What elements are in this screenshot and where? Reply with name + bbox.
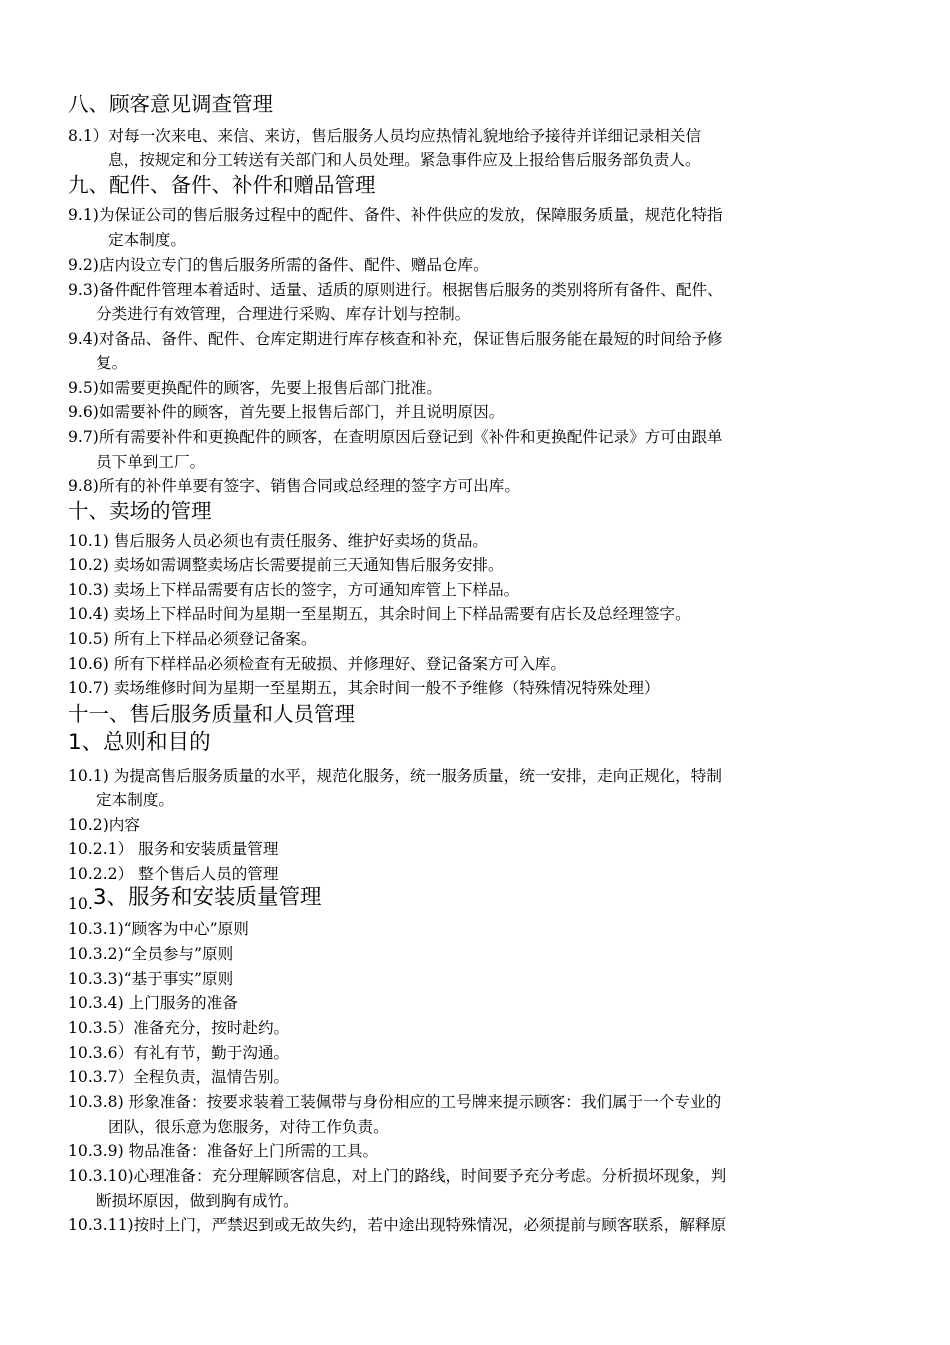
item-9-4: 9.4)对备品、备件、配件、仓库定期进行库存核查和补充，保证售后服务能在最短的时间给予修 [68, 330, 723, 348]
item-11-3-3: 10.3.3)“基于事实”原则 [68, 970, 234, 988]
item-9-7: 9.7)所有需要补件和更换配件的顾客，在查明原因后登记到《补件和更换配件记录》方可由跟单 [68, 428, 723, 446]
item-9-1-cont: 定本制度。 [108, 231, 186, 249]
item-11-1: 10.1) 为提高售后服务质量的水平，规范化服务，统一服务质量，统一安排，走向正规化，特制 [68, 767, 722, 785]
item-11-3-9: 10.3.9) 物品准备：准备好上门所需的工具。 [68, 1142, 379, 1160]
item-11-2-2: 10.2.2） 整个售后人员的管理 [68, 865, 279, 883]
section-10-heading: 十、卖场的管理 [68, 499, 212, 523]
item-11-3-11: 10.3.11)按时上门，严禁迟到或无故失约，若中途出现特殊情况，必须提前与顾客联系，解释原 [68, 1216, 727, 1234]
subsection-3-prefix: 10. [68, 895, 93, 913]
item-10-2: 10.2) 卖场如需调整卖场店长需要提前三天通知售后服务安排。 [68, 556, 504, 574]
item-11-2: 10.2)内容 [68, 816, 140, 834]
item-11-3-8: 10.3.8) 形象准备：按要求装着工装佩带与身份相应的工号牌来提示顾客：我们属于一个专业的 [68, 1093, 722, 1111]
item-9-3: 9.3)备件配件管理本着适时、适量、适质的原则进行。根据售后服务的类别将所有备件、配件、 [68, 281, 723, 299]
subsection-3-title: 3、服务和安装质量管理 [92, 885, 322, 910]
item-11-3-1: 10.3.1)“顾客为中心”原则 [68, 920, 249, 938]
item-11-3-4: 10.3.4) 上门服务的准备 [68, 994, 238, 1012]
item-10-1: 10.1) 售后服务人员必须也有责任服务、维护好卖场的货品。 [68, 532, 489, 550]
item-9-4-cont: 复。 [96, 354, 128, 372]
item-11-3-6: 10.3.6）有礼有节，勤于沟通。 [68, 1044, 290, 1062]
item-10-4: 10.4) 卖场上下样品时间为星期一至星期五，其余时间上下样品需要有店长及总经理签字。 [68, 605, 691, 623]
section-9-heading: 九、配件、备件、补件和赠品管理 [68, 173, 376, 197]
item-11-3-10: 10.3.10)心理准备：充分理解顾客信息，对上门的路线，时间要予充分考虑。分析损坏现象，判 [68, 1167, 727, 1185]
item-11-3-2: 10.3.2)“全员参与”原则 [68, 945, 234, 963]
item-9-5: 9.5)如需要更换配件的顾客，先要上报售后部门批准。 [68, 379, 442, 397]
section-11-heading: 十一、售后服务质量和人员管理 [68, 702, 355, 726]
item-10-6: 10.6) 所有下样样品必须检查有无破损、并修理好、登记备案方可入库。 [68, 655, 566, 673]
item-10-3: 10.3) 卖场上下样品需要有店长的签字，方可通知库管上下样品。 [68, 581, 520, 599]
item-8-1: 8.1）对每一次来电、来信、来访，售后服务人员均应热情礼貌地给予接待并详细记录相关信 [68, 127, 701, 145]
item-11-2-1: 10.2.1） 服务和安装质量管理 [68, 840, 279, 858]
item-11-1-cont: 定本制度。 [96, 791, 174, 809]
item-9-2: 9.2)店内设立专门的售后服务所需的备件、配件、赠品仓库。 [68, 256, 489, 274]
item-9-7-cont: 员下单到工厂。 [96, 453, 206, 471]
item-11-3-7: 10.3.7）全程负责，温情告别。 [68, 1068, 290, 1086]
item-9-8: 9.8)所有的补件单要有签字、销售合同或总经理的签字方可出库。 [68, 477, 520, 495]
item-11-3-10-cont: 断损坏原因，做到胸有成竹。 [96, 1192, 299, 1210]
item-11-3-5: 10.3.5）准备充分，按时赴约。 [68, 1019, 290, 1037]
item-10-7: 10.7) 卖场维修时间为星期一至星期五，其余时间一般不予维修（特殊情况特殊处理） [68, 679, 660, 697]
section-8-heading: 八、顾客意见调查管理 [68, 92, 273, 116]
item-8-1-cont: 息，按规定和分工转送有关部门和人员处理。紧急事件应及上报给售后服务部负责人。 [108, 151, 701, 169]
item-9-3-cont: 分类进行有效管理，合理进行采购、库存计划与控制。 [96, 305, 471, 323]
subsection-1-heading: 1、总则和目的 [68, 730, 211, 755]
subsection-3-heading [68, 884, 322, 918]
item-9-1: 9.1)为保证公司的售后服务过程中的配件、备件、补件供应的发放，保障服务质量，规范化特指 [68, 206, 723, 224]
item-10-5: 10.5) 所有上下样品必须登记备案。 [68, 630, 317, 648]
item-9-6: 9.6)如需要补件的顾客，首先要上报售后部门，并且说明原因。 [68, 403, 505, 421]
item-11-3-8-cont: 团队，很乐意为您服务，对待工作负责。 [108, 1118, 389, 1136]
